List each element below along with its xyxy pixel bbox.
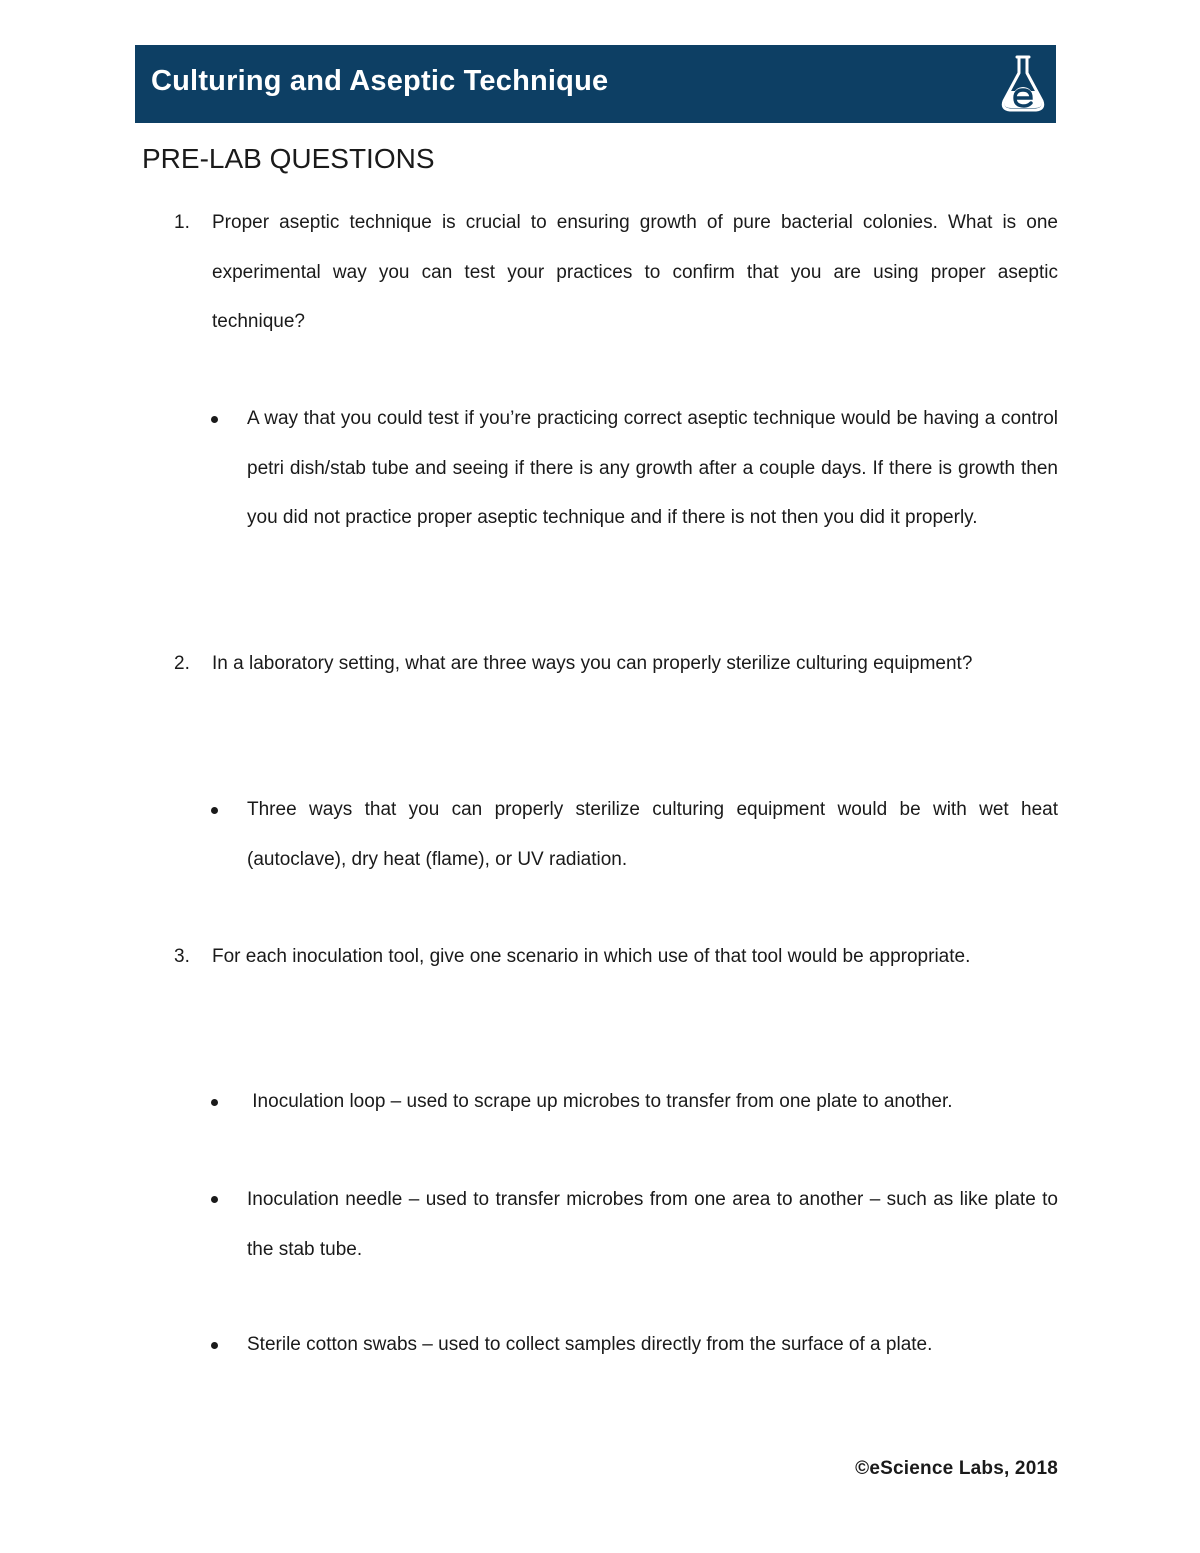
question-number: 1. [174, 212, 190, 233]
answer-text: A way that you could test if you’re practicing correct aseptic technique would be having a control petri dish/stab tube and seeing if there is any growth after a couple days. If there is growth then you did not practice proper aseptic technique and if there is not then you did it properly. [247, 408, 1058, 528]
header-bar [135, 45, 1056, 123]
answer-text: Sterile cotton swabs – used to collect samples directly from the surface of a plate. [247, 1334, 933, 1355]
answer-text: Inoculation loop – used to scrape up microbes to transfer from one plate to another. [247, 1091, 953, 1112]
question-text: In a laboratory setting, what are three ways you can properly sterilize culturing equipment? [212, 653, 973, 674]
document-title: Culturing and Aseptic Technique [151, 65, 609, 97]
question-number: 2. [174, 653, 190, 674]
section-heading: PRE-LAB QUESTIONS [142, 143, 435, 174]
bullet-icon [211, 1196, 218, 1203]
question-number: 3. [174, 946, 190, 967]
bullet-icon [211, 1342, 218, 1349]
answer-text: Inoculation needle – used to transfer microbes from one area to another – such as like plate to the stab tube. [247, 1189, 1058, 1260]
bullet-icon [211, 807, 218, 814]
answer-text: Three ways that you can properly sterilize culturing equipment would be with wet heat (autoclave), dry heat (flame), or UV radiation. [247, 799, 1058, 870]
flask-e-logo-icon [998, 53, 1048, 115]
copyright-footer: ©eScience Labs, 2018 [855, 1458, 1058, 1479]
question-text: For each inoculation tool, give one scenario in which use of that tool would be appropriate. [212, 946, 971, 967]
bullet-icon [211, 416, 218, 423]
question-text: Proper aseptic technique is crucial to ensuring growth of pure bacterial colonies. What is one experimental way you can test your practices to confirm that you are using proper aseptic technique? [212, 212, 1058, 332]
bullet-icon [211, 1099, 218, 1106]
